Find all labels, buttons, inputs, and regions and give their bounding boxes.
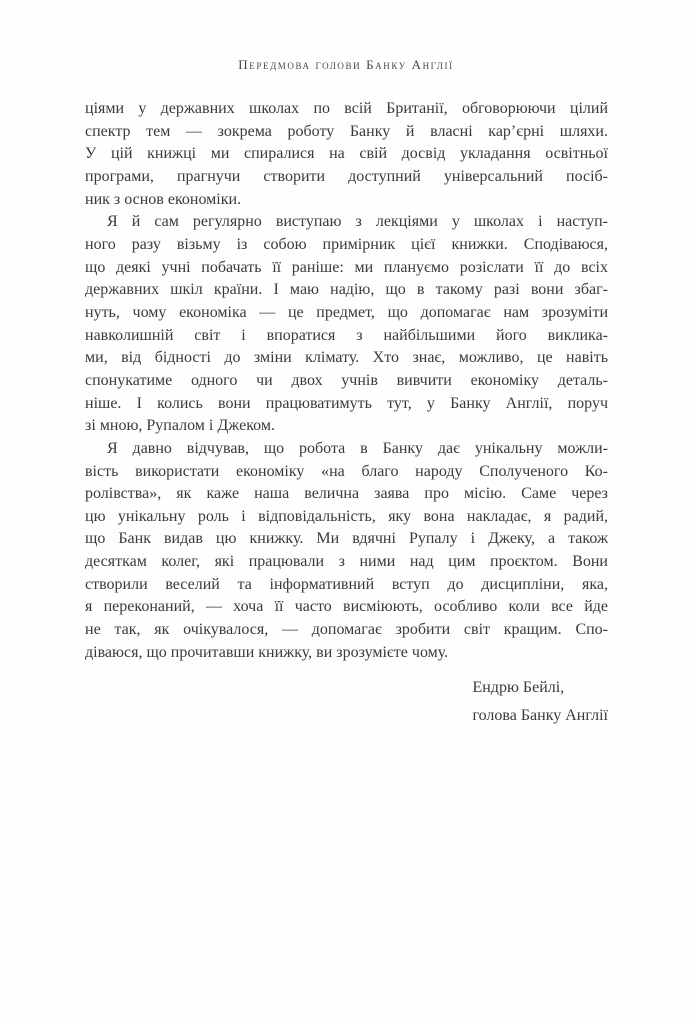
text-line: Я й сам регулярно виступаю з лекціями у школах і наступ- bbox=[107, 213, 608, 231]
text-line: що Банк видав цю книжку. Ми вдячні Рупалу і Джеку, а також bbox=[85, 530, 608, 548]
text-line: ного разу візьму із собою примірник цієї книжки. Сподіваюся, bbox=[85, 235, 608, 253]
text-line: що деякі учні побачать її раніше: ми плануємо розіслати її до всіх bbox=[85, 258, 608, 276]
text-line: програми, прагнучи створити доступний універсальний посіб- bbox=[85, 167, 608, 185]
page-body bbox=[85, 98, 608, 664]
text-line: діваюся, що прочитавши книжку, ви зрозумієте чому. bbox=[85, 643, 449, 661]
text-line: ціями у державних школах по всій Британії, обговорюючи цілий bbox=[85, 100, 608, 117]
paragraph bbox=[85, 438, 608, 665]
text-line: зі мною, Рупалом і Джеком. bbox=[85, 417, 275, 435]
text-line: десяткам колег, які працювали з ними над цим проєктом. Вони bbox=[85, 553, 608, 571]
signature-title: голова Банку Англії bbox=[472, 706, 608, 724]
text-line: цю унікальну роль і відповідальність, яку вона накладає, я радий, bbox=[85, 507, 608, 525]
text-line: нуть, чому економіка — це предмет, що допомагає нам зрозуміти bbox=[85, 303, 608, 321]
text-line: створили веселий та інформативний вступ до дисципліни, яка, bbox=[85, 575, 608, 593]
text-line: ми, від бідності до зміни клімату. Хто знає, можливо, це навіть bbox=[85, 349, 608, 367]
text-line: ролівства», як каже наша велична заява про місію. Саме через bbox=[85, 485, 608, 503]
text-line: навколишній світ і впоратися з найбільшими його виклика- bbox=[85, 326, 608, 344]
text-line: вість використати економіку «на благо народу Сполученого Ко- bbox=[85, 462, 608, 480]
text-line: я переконаний, — хоча її часто висміюють, особливо коли все йде bbox=[85, 598, 608, 616]
paragraph bbox=[85, 98, 608, 211]
text-line: У цій книжці ми спиралися на свій досвід укладання освітньої bbox=[85, 145, 608, 163]
running-header: Передмова голови Банку Англії bbox=[238, 57, 454, 72]
text-line: Я давно відчував, що робота в Банку дає унікальну можли- bbox=[107, 439, 608, 457]
text-line: державних шкіл країни. І маю надію, що в такому разі вони збаг- bbox=[85, 281, 608, 299]
paragraph bbox=[85, 211, 608, 438]
text-line: ніше. І колись вони працюватимуть тут, у Банку Англії, поруч bbox=[85, 394, 608, 412]
signature-block bbox=[472, 674, 608, 729]
text-line: спектр тем — зокрема роботу Банку й власні кар’єрні шляхи. bbox=[85, 122, 608, 140]
text-line: не так, як очікувалося, — допомагає зробити світ кращим. Спо- bbox=[85, 621, 608, 639]
signature-name: Ендрю Бейлі, bbox=[472, 679, 565, 696]
text-line: спонукатиме одного чи двох учнів вивчити економіку деталь- bbox=[85, 371, 608, 389]
text-line: ник з основ економіки. bbox=[85, 190, 242, 208]
